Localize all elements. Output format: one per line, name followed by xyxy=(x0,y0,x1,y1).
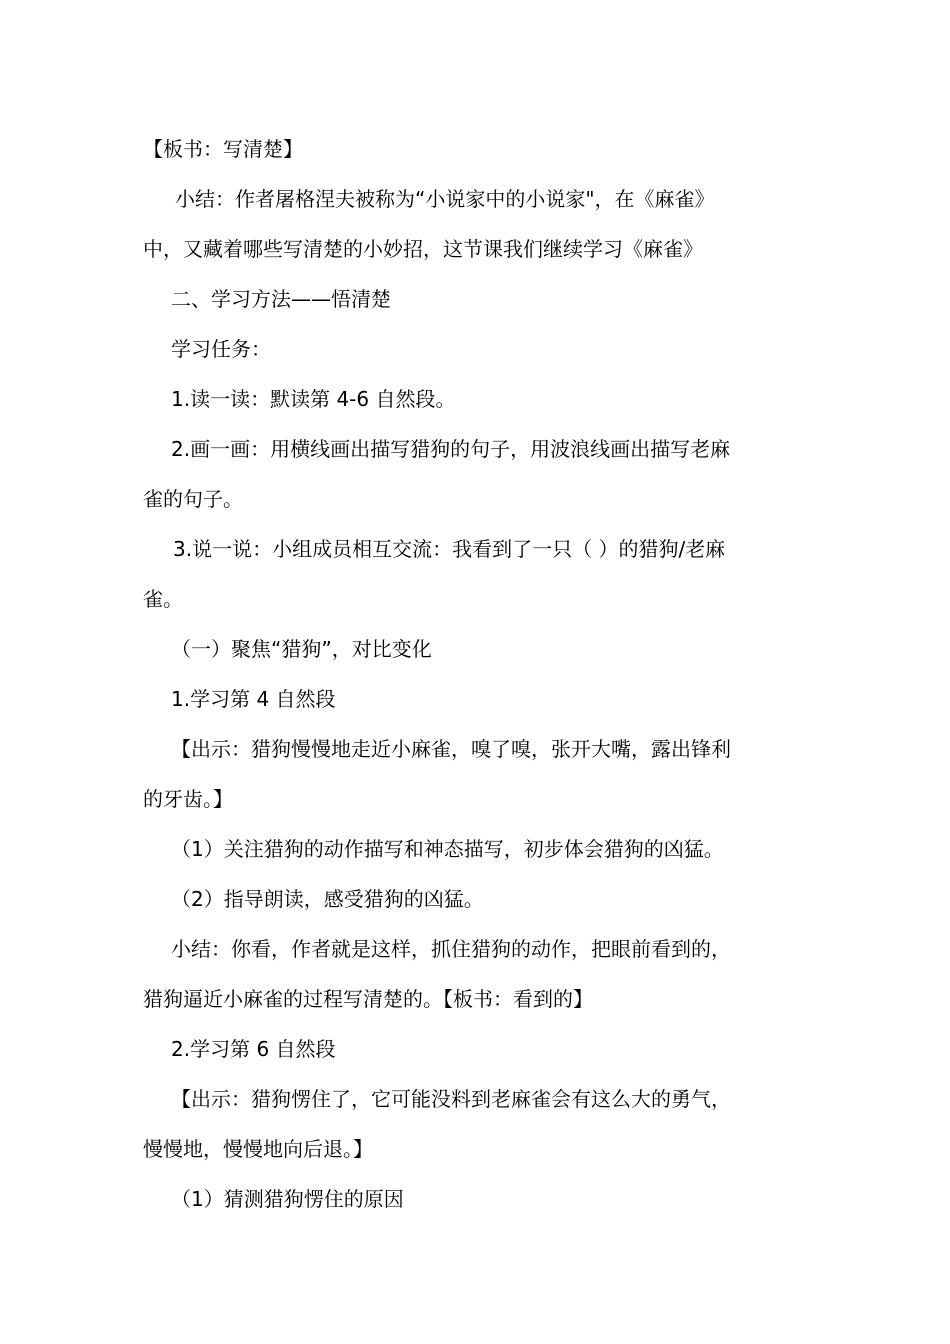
summary-line-2: 中，又藏着哪些写清楚的小妙招，这节课我们继续学习《麻雀》 xyxy=(143,237,703,261)
study-paragraph-6-heading: 2.学习第 6 自然段 xyxy=(171,1037,336,1061)
study-paragraph-4-heading: 1.学习第 4 自然段 xyxy=(171,687,336,711)
learning-task-heading: 学习任务： xyxy=(171,337,271,361)
task-3-line-2: 雀。 xyxy=(143,587,183,611)
summary-text-1: 小结：作者屠格涅夫被称为“小说家中的小说家"，在《麻雀》 xyxy=(175,187,715,211)
subsection-heading-1: （一）聚焦“猎狗”，对比变化 xyxy=(171,637,432,661)
task-2-line-1: 2.画一画：用横线画出描写猎狗的句子，用波浪线画出描写老麻 xyxy=(171,437,731,461)
point-3-line: （1）猜测猎狗愣住的原因 xyxy=(171,1187,404,1211)
summary-line-1 xyxy=(175,186,845,212)
point-1-line: （1）关注猎狗的动作描写和神态描写，初步体会猎狗的凶猛。 xyxy=(171,837,724,861)
task-2-line-2: 雀的句子。 xyxy=(143,487,243,511)
display-quote-1-line-2: 的牙齿。】 xyxy=(143,787,233,811)
point-2-line: （2）指导朗读，感受猎狗的凶猛。 xyxy=(171,887,484,911)
display-quote-2-line-1: 【出示：猎狗愣住了，它可能没料到老麻雀会有这么大的勇气， xyxy=(171,1087,731,1111)
task-1-line: 1.读一读：默读第 4-6 自然段。 xyxy=(171,387,456,411)
blackboard-note-line: 【板书：写清楚】 xyxy=(143,137,303,161)
task-3-line-1: 3.说一说：小组成员相互交流：我看到了一只（ ）的猎狗/老麻 xyxy=(173,537,726,561)
display-quote-2-line-2: 慢慢地，慢慢地向后退。】 xyxy=(143,1137,373,1161)
summary-2-line-1: 小结：你看，作者就是这样，抓住猎狗的动作，把眼前看到的， xyxy=(171,937,731,961)
summary-2-line-2: 猎狗逼近小麻雀的过程写清楚的。【板书：看到的】 xyxy=(143,987,593,1011)
section-heading-2: 二、学习方法——悟清楚 xyxy=(171,287,391,311)
display-quote-1-line-1: 【出示：猎狗慢慢地走近小麻雀，嗅了嗅，张开大嘴，露出锋利 xyxy=(171,737,731,761)
